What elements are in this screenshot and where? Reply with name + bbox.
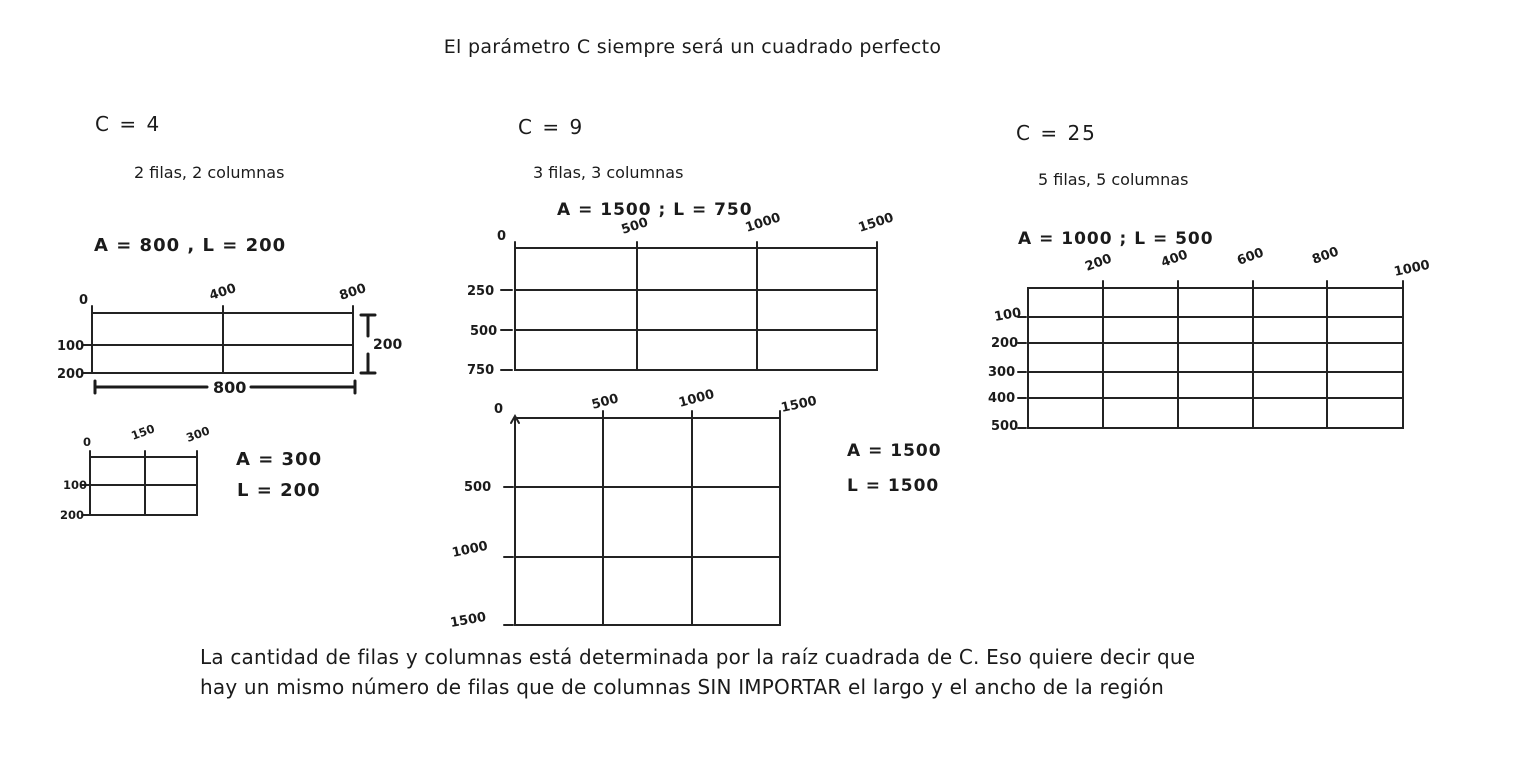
c4-heading: C = 4 (95, 112, 162, 136)
c9-grid1-lines (501, 242, 877, 370)
c9-grid1-y-tick-500: 500 (470, 324, 498, 339)
c25-grid-x-tick-200: 200 (1083, 251, 1114, 275)
c9-grid2-y-tick-1500: 1500 (449, 609, 488, 631)
c4-grid1-x-tick-800: 800 (337, 281, 369, 304)
c4-grid2-y-tick-100: 100 (63, 478, 88, 492)
c25-grid-lines (1018, 281, 1403, 428)
c25-grid-y-tick-100: 100 (993, 305, 1023, 325)
c9-grid2-length-label: L = 1500 (847, 476, 940, 496)
c4-grid2-length-label: L = 200 (237, 480, 321, 501)
c4-grid1-sketch (55, 281, 403, 406)
c9-grid2-x-tick-0: 0 (494, 402, 504, 417)
c25-grid-y-tick-500: 500 (991, 419, 1019, 434)
c25-grid-y-tick-400: 400 (988, 391, 1016, 406)
c4-grid2-area-label: A = 300 (236, 449, 323, 470)
c4-params: A = 800 , L = 200 (94, 235, 287, 256)
c25-grid-y-tick-200: 200 (991, 336, 1019, 351)
c4-grid2-sketch (58, 421, 223, 530)
c4-grid2-x-tick-300: 300 (184, 423, 212, 445)
c25-subtitle: 5 filas, 5 columnas (1038, 170, 1189, 189)
c25-grid-sketch (985, 244, 1460, 446)
c4-grid1-width-dim: 800 (213, 378, 247, 397)
c4-grid2-x-tick-0: 0 (83, 435, 92, 449)
footer-line-1: La cantidad de filas y columnas está determinada por la raíz cuadrada de C. Eso quiere decir que (200, 645, 1196, 669)
c9-grid1-x-tick-1000: 1000 (743, 210, 783, 236)
c9-grid2-y-tick-1000: 1000 (450, 538, 490, 561)
c25-grid-y-tick-300: 300 (988, 365, 1016, 380)
c4-grid1-x-tick-400: 400 (207, 281, 239, 304)
c4-grid1-x-tick-0: 0 (79, 293, 89, 308)
c4-grid1-y-tick-200: 200 (57, 367, 85, 382)
c25-params: A = 1000 ; L = 500 (1018, 229, 1214, 249)
c25-grid-x-tick-400: 400 (1159, 247, 1190, 271)
c4-grid1-lines (83, 306, 353, 373)
c9-grid1-y-tick-250: 250 (467, 284, 495, 299)
c4-grid2-x-tick-150: 150 (129, 421, 157, 443)
c25-grid-x-tick-1000: 1000 (1392, 257, 1432, 280)
c9-grid2-x-tick-500: 500 (590, 391, 621, 413)
c25-grid-x-tick-600: 600 (1235, 245, 1266, 269)
c4-subtitle: 2 filas, 2 columnas (134, 163, 285, 182)
c4-grid1-y-tick-100: 100 (57, 339, 85, 354)
c9-grid2-y-tick-500: 500 (464, 480, 492, 495)
c9-params: A = 1500 ; L = 750 (557, 200, 753, 220)
c9-grid1-y-tick-750: 750 (467, 363, 495, 378)
c9-grid2-x-tick-1000: 1000 (677, 387, 716, 411)
c9-heading: C = 9 (518, 115, 585, 139)
c9-subtitle: 3 filas, 3 columnas (533, 163, 684, 182)
c4-grid2-lines (82, 451, 197, 515)
c9-grid2-lines (504, 411, 780, 625)
c9-grid2-area-label: A = 1500 (847, 441, 942, 461)
c4-grid2-y-tick-200: 200 (60, 508, 85, 522)
c4-grid1-height-dim: 200 (373, 337, 403, 353)
c9-grid1-x-tick-500: 500 (619, 215, 651, 238)
page-title: El parámetro C siempre será un cuadrado perfecto (443, 36, 942, 58)
footer-line-2: hay un mismo número de filas que de columnas SIN IMPORTAR el largo y el ancho de la región (200, 675, 1164, 699)
c9-grid1-x-tick-1500: 1500 (856, 210, 896, 236)
c25-grid-x-tick-800: 800 (1310, 244, 1341, 268)
c9-grid1-x-tick-0: 0 (497, 229, 507, 244)
c9-grid2-sketch (449, 387, 835, 641)
c9-grid2-x-tick-1500: 1500 (779, 393, 819, 416)
c25-heading: C = 25 (1016, 121, 1097, 145)
